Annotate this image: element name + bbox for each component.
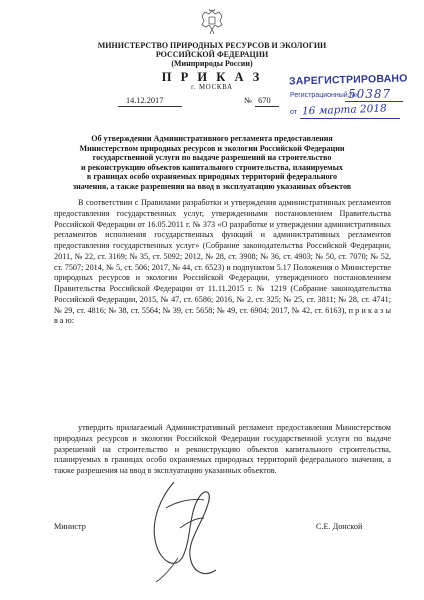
stamp-date-label: от — [290, 109, 297, 116]
body-paragraph-2: утвердить прилагаемый Административный регламент предоставления Министерством природных ресурсов и экологии Российской Федерации государственной услуги по выдаче разрешений на строительство и реконструкцию объектов капитального строительства, планируемых в границах особо охраняемых природных территорий федерального значения, а также разрешения на ввод в эксплуатацию указанных объектов. — [54, 423, 391, 475]
ministry-name-line1: МИНИСТЕРСТВО ПРИРОДНЫХ РЕСУРСОВ И ЭКОЛОГИИ — [97, 41, 327, 50]
stamp-reg-label: Регистрационный № — [290, 92, 358, 99]
body-paragraph-1: В соответствии с Правилами разработки и утверждения административных регламентов предоставления государственных услуг, утвержденными постановлением Правительства Российской Федерации от 16.05.2011 г. № 373 «О разработке и утверждении административных регламентов исполнения государственных функций и административных регламентов предоставления государственных услуг» (Собрание законодательства Российской Федерации, 2011, № 22, ст. 3169; № 35, ст. 5092; 2012, № 28, ст. 3908; № 36, ст. 4903; № 50, ст. 7070; № 52, ст. 7507; 2014, № 5, ст. 506; 2017, № 44, ст. 6523) и подпунктом 5.17 Положения о Министерстве природных ресурсов и экологии Российской Федерации, утвержденного постановлением Правительства Российской Федерации от 11.11.2015 г. № 1219 (Собрание законодательства Российской Федерации, 2015, № 47, ст. 6586; 2016, № 2, ст. 325; № 25, ст. 3811; № 28, ст. 4741; № 29, ст. 4816; № 38, ст. 5564; № 39, ст. 5658; № 49, ст. 6904; 2017, № 42, ст. 6163), п р и к а з ы в а ю: — [54, 198, 391, 326]
title-line: Министерством природных ресурсов и экологии Российской Федерации — [79, 143, 345, 153]
stamp-reg-date: 16 марта 2018 — [301, 102, 387, 118]
number-sign: № — [244, 96, 252, 105]
document-number — [244, 96, 271, 105]
document-title — [40, 134, 384, 192]
stamp-date-underline — [300, 118, 400, 119]
ministry-short-name: (Минприроды России) — [171, 59, 253, 68]
title-line: значения, а также разрешения на ввод в эксплуатацию указанных объектов — [72, 181, 352, 191]
title-line: Об утверждении Административного регламента предоставления — [91, 134, 333, 143]
number-underline — [255, 106, 279, 107]
stamp-title: ЗАРЕГИСТРИРОВАНО — [288, 72, 408, 88]
ministry-name-line2: РОССИЙСКОЙ ФЕДЕРАЦИИ — [155, 50, 269, 59]
document-date: 14.12.2017 — [126, 96, 164, 105]
title-line: государственной услуги по выдаче разрешений на строительство — [92, 153, 332, 163]
number-value: 670 — [258, 96, 271, 105]
title-line: и реконструкцию объектов капитального строительства, планируемых — [81, 162, 343, 172]
title-line: в границах особо охраняемых природных территорий федерального — [86, 172, 338, 182]
handwritten-signature — [130, 478, 250, 586]
stamp-number-underline — [345, 101, 403, 102]
signatory-name: С.Е. Донской — [316, 522, 363, 531]
stamp-reg-number: 50387 — [348, 87, 392, 101]
document-type: П Р И К А З — [161, 70, 263, 84]
registration-stamp — [283, 70, 407, 120]
coat-of-arms-emblem — [199, 7, 225, 37]
signatory-position: Министр — [54, 522, 86, 531]
document-city: г. МОСКВА — [191, 84, 233, 91]
date-underline — [118, 106, 182, 107]
